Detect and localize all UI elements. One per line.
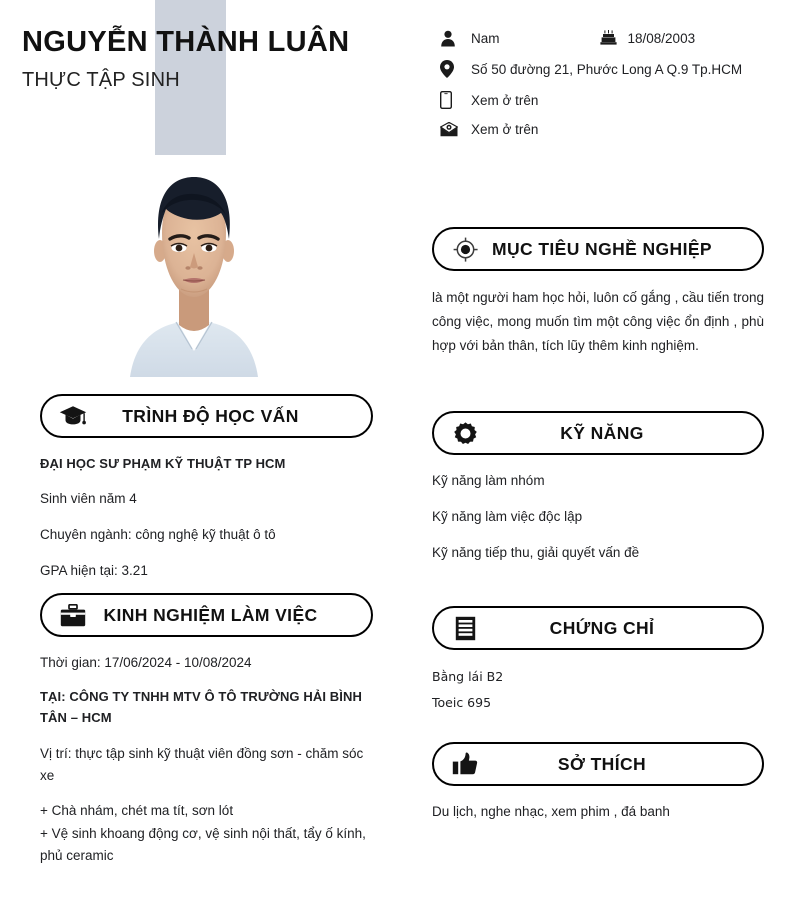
- section-title-objective: MỤC TIÊU NGHỀ NGHIỆP: [492, 238, 712, 259]
- hobby-text: Du lịch, nghe nhạc, xem phim , đá banh: [432, 804, 670, 819]
- address-value: Số 50 đường 21, Phước Long A Q.9 Tp.HCM: [471, 61, 743, 77]
- section-body-experience: [40, 637, 373, 867]
- section-title-certificate: CHỨNG CHỈ: [549, 617, 655, 638]
- section-hobby: [432, 742, 764, 823]
- job-title: THỰC TẬP SINH: [22, 69, 180, 92]
- map-pin-icon: [440, 60, 462, 78]
- skill-item: Kỹ năng làm nhóm: [432, 473, 545, 488]
- birthday-value: 18/08/2003: [627, 31, 696, 46]
- experience-position: Vị trí: thực tập sinh kỹ thuật viên đồng sơn - chăm sóc xe: [40, 745, 364, 783]
- section-body-hobby: [432, 786, 764, 823]
- email-value: Xem ở trên: [471, 122, 539, 137]
- section-header-certificate: [432, 606, 764, 650]
- section-body-objective: [432, 271, 764, 358]
- section-experience: [40, 593, 373, 867]
- page-title: NGUYỄN THÀNH LUÂN: [22, 26, 350, 58]
- section-body-skills: [432, 455, 764, 564]
- mobile-phone-icon: [440, 91, 462, 109]
- skill-item: Kỹ năng làm việc độc lập: [432, 508, 583, 524]
- thumbs-up-icon: [448, 752, 482, 776]
- education-gpa: GPA hiện tại: 3.21: [40, 562, 148, 578]
- skill-item: Kỹ năng tiếp thu, giải quyết vấn đề: [432, 544, 640, 560]
- section-header-hobby: [432, 742, 764, 786]
- contact-info: [440, 30, 790, 150]
- person-icon: [440, 30, 462, 47]
- birthday-cake-icon: [600, 30, 620, 47]
- certificate-item: Bằng lái B2: [432, 669, 504, 684]
- section-title-education: TRÌNH ĐỘ HỌC VẤN: [122, 405, 299, 426]
- section-education: [40, 394, 373, 582]
- briefcase-icon: [56, 604, 90, 627]
- section-title-hobby: SỞ THÍCH: [557, 753, 647, 774]
- phone-value: Xem ở trên: [471, 92, 539, 108]
- gender-value: Nam: [471, 31, 500, 46]
- section-header-skills: [432, 411, 764, 455]
- contact-row-email: [440, 122, 790, 137]
- section-career-objective: [432, 227, 764, 358]
- envelope-icon: [440, 122, 462, 137]
- target-icon: [448, 237, 482, 262]
- experience-duty: + Chà nhám, chét ma tít, sơn lót: [40, 803, 234, 819]
- section-skills: [432, 411, 764, 564]
- graduation-cap-icon: [56, 405, 90, 427]
- section-header-experience: [40, 593, 373, 637]
- contact-row-gender-birthday: [440, 30, 790, 47]
- section-certificate: [432, 606, 764, 715]
- section-title-skills: KỸ NĂNG: [560, 422, 644, 443]
- contact-row-phone: [440, 91, 790, 109]
- section-body-certificate: [432, 650, 764, 715]
- section-title-experience: KINH NGHIỆM LÀM VIỆC: [103, 604, 318, 625]
- objective-text: là một người ham học hỏi, luôn cố gắng , cầu tiến trong công việc, mong muốn tìm một công việc ổn định , phù hợp với bản thân, tích lũy thêm kinh nghiệm.: [432, 290, 764, 354]
- experience-company: TẠI: CÔNG TY TNHH MTV Ô TÔ TRƯỜNG HẢI BÌNH TÂN – HCM: [40, 688, 362, 726]
- certificate-item: Toeic 695: [432, 694, 492, 710]
- section-header-objective: [432, 227, 764, 271]
- document-lines-icon: [448, 616, 482, 641]
- experience-period: Thời gian: 17/06/2024 - 10/08/2024: [40, 655, 252, 670]
- contact-row-address: [440, 60, 790, 78]
- education-school: ĐẠI HỌC SƯ PHẠM KỸ THUẬT TP HCM: [40, 456, 286, 471]
- avatar: [126, 155, 262, 377]
- experience-duty: + Vệ sinh khoang động cơ, vệ sinh nội thất, tẩy ố kính, phủ ceramic: [40, 826, 366, 864]
- section-header-education: [40, 394, 373, 438]
- header-text-block: [22, 26, 422, 92]
- section-body-education: [40, 438, 373, 582]
- gear-icon: [448, 421, 482, 446]
- education-major: Chuyên ngành: công nghệ kỹ thuật ô tô: [40, 526, 276, 542]
- education-year: Sinh viên năm 4: [40, 491, 137, 507]
